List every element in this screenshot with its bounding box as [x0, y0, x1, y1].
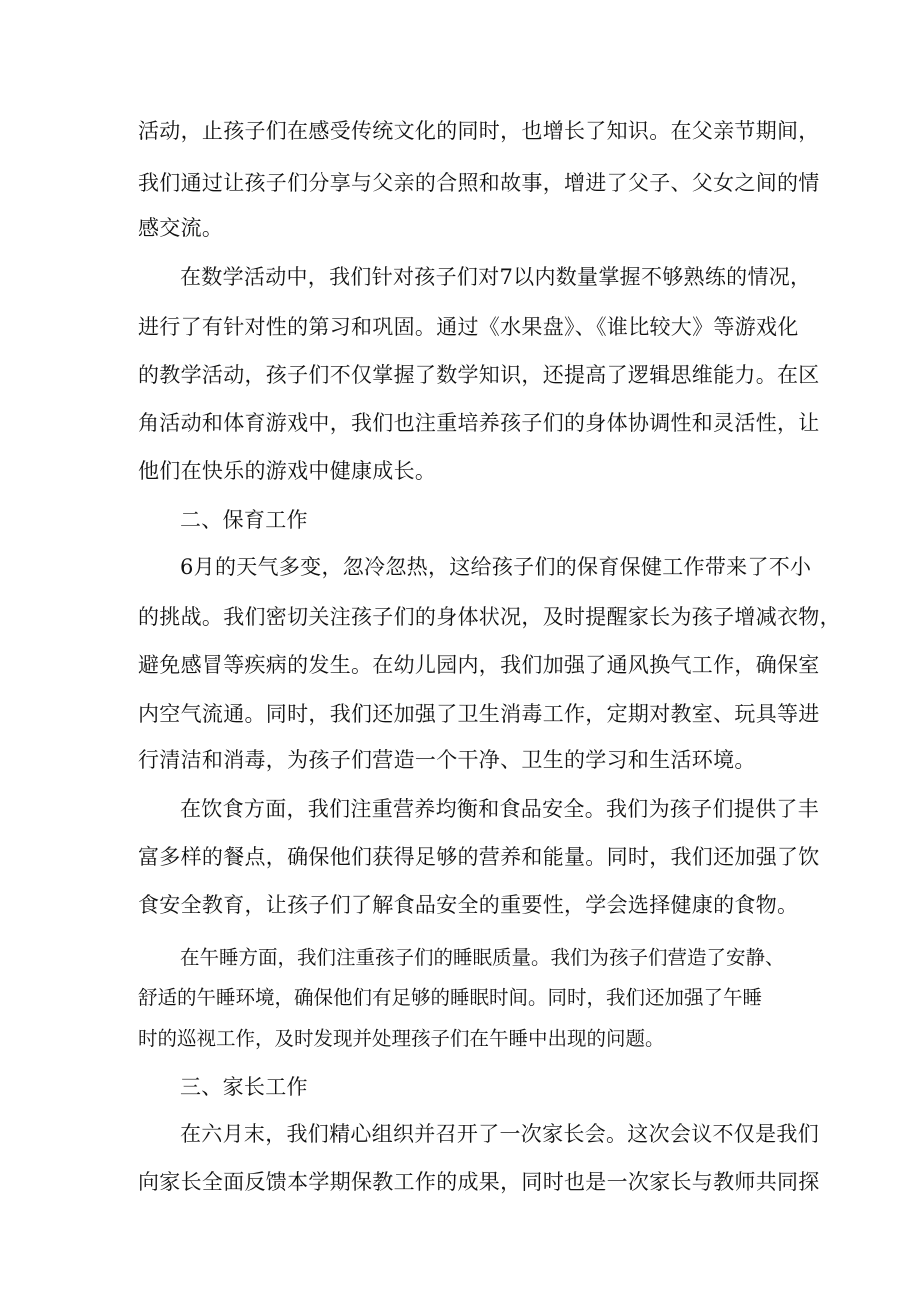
- section-heading: 二、保育工作: [180, 508, 308, 532]
- text-line: 时的巡视工作，及时发现并处理孩子们在午睡中出现的问题。: [138, 1027, 665, 1050]
- text-line: 在数学活动中，我们针对孩子们对7以内数量掌握不够熟练的情况，: [180, 265, 812, 289]
- text-line: 富多样的餐点，确保他们获得足够的营养和能量。同时，我们还加强了饮: [138, 845, 820, 869]
- text-line: 行清洁和消毒，为孩子们营造一个干净、卫生的学习和生活环境。: [138, 748, 756, 772]
- text-line: 在午睡方面，我们注重孩子们的睡眠质量。我们为孩子们营造了安静、: [180, 946, 785, 969]
- text-line: 向家长全面反馈本学期保教工作的成果，同时也是一次家长与教师共同探: [138, 1170, 820, 1194]
- text-line: 避免感冒等疾病的发生。在幼儿园内，我们加强了通风换气工作，确保室: [138, 653, 820, 677]
- text-line: 感交流。: [138, 216, 224, 240]
- text-line: 他们在快乐的游戏中健康成长。: [138, 459, 437, 483]
- text-line: 角活动和体育游戏中，我们也注重培养孩子们的身体协调性和灵活性，让: [138, 411, 820, 435]
- section-heading: 三、家长工作: [180, 1075, 308, 1099]
- text-line: 食安全教育，让孩子们了解食品安全的重要性，学会选择健康的食物。: [138, 893, 799, 917]
- text-line: 的教学活动，孩子们不仅掌握了数学知识，还提高了逻辑思维能力。在区: [138, 363, 820, 387]
- text-line: 我们通过让孩子们分享与父亲的合照和故事，增进了父子、父女之间的情: [138, 171, 820, 195]
- text-line: 6月的天气多变，忽冷忽热，这给孩子们的保育保健工作带来了不小: [180, 555, 812, 579]
- text-line: 在六月末，我们精心组织并召开了一次家长会。这次会议不仅是我们: [180, 1122, 819, 1146]
- text-line: 活动，止孩子们在感受传统文化的同时，也增长了知识。在父亲节期间，: [138, 119, 820, 143]
- text-line: 的挑战。我们密切关注孩子们的身体状况，及时提醒家长为孩子增减衣物，: [138, 605, 841, 629]
- text-line: 在饮食方面，我们注重营养均衡和食品安全。我们为孩子们提供了丰: [180, 797, 819, 821]
- text-line: 进行了有针对性的第习和巩固。通过《水果盘》、《谁比较大》等游戏化: [138, 315, 799, 339]
- text-line: 内空气流通。同时，我们还加强了卫生消毒工作，定期对教室、玩具等进: [138, 702, 820, 726]
- text-line: 舒适的午睡环境，确保他们有足够的睡眠时间。同时，我们还加强了午睡: [138, 986, 763, 1009]
